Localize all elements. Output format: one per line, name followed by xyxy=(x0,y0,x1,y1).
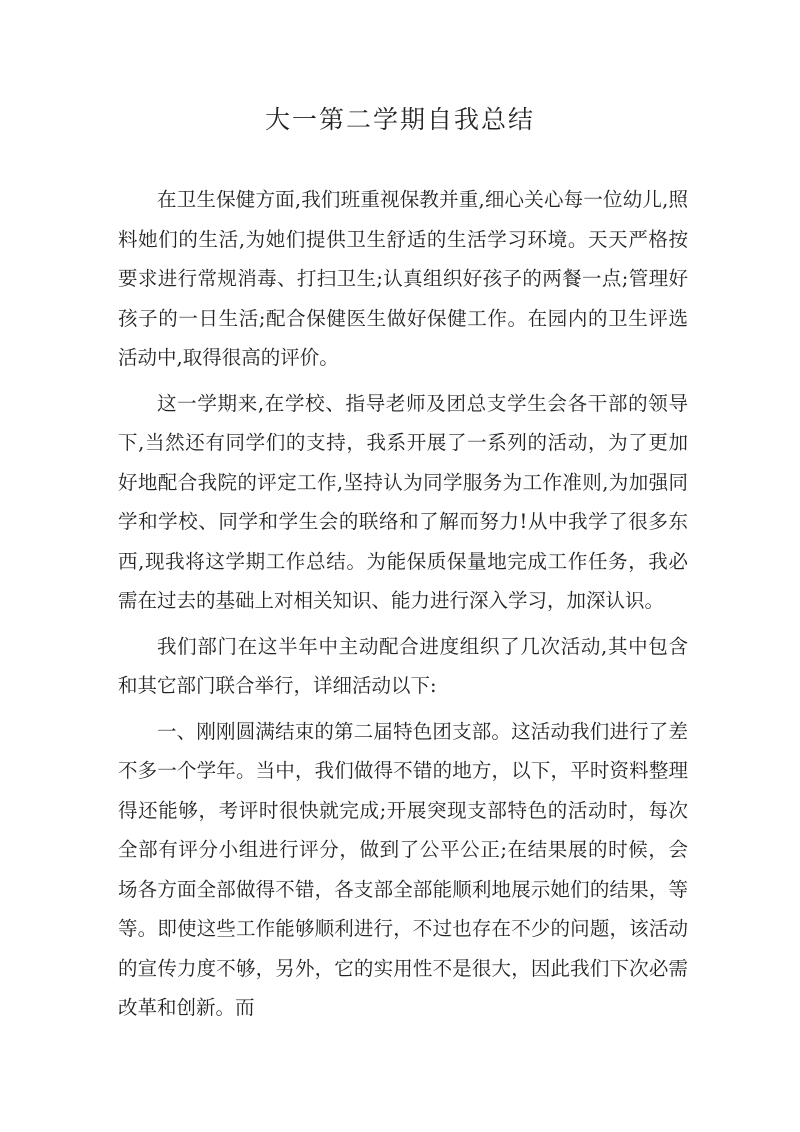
document-title: 大一第二学期自我总结 xyxy=(264,105,535,134)
paragraph-activity-one: 一、刚刚圆满结束的第二届特色团支部。这活动我们进行了差不多一个学年。当中，我们做得不错的地方，以下，平时资料整理得还能够，考评时很快就完成;开展突现支部特色的活动时，每次全部有评分小组进行评分，做到了公平公正;在结果展的时候，会场各方面全部做得不错，各支部全部能顺利地展示她们的结果，等等。即使这些工作能够顺利进行，不过也存在不少的问题，该活动的宣传力度不够，另外，它的实用性不是很大，因此我们下次必需改革和创新。而 xyxy=(118,719,688,1019)
paragraph-activities-intro: 我们部门在这半年中主动配合进度组织了几次活动,其中包含和其它部门联合举行，详细活动以下: xyxy=(118,634,688,697)
paragraph-semester-work: 这一学期来,在学校、指导老师及团总支学生会各干部的领导下,当然还有同学们的支持，我系开展了一系列的活动，为了更加好地配合我院的评定工作,坚持认为同学服务为工作准则,为加强同学和学校、同学和学生会的联络和了解而努力!从中我学了很多东西,现我将这学期工作总结。为能保质保量地完成工作任务，我必需在过去的基础上对相关知识、能力进行深入学习，加深认识。 xyxy=(118,391,688,612)
paragraph-hygiene: 在卫生保健方面,我们班重视保教并重,细心关心每一位幼儿,照料她们的生活,为她们提供卫生舒适的生活学习环境。天天严格按要求进行常规消毒、打扫卫生;认真组织好孩子的两餐一点;管理好孩子的一日生活;配合保健医生做好保健工作。在园内的卫生评选活动中,取得很高的评价。 xyxy=(118,188,688,369)
document-body xyxy=(118,180,688,1034)
